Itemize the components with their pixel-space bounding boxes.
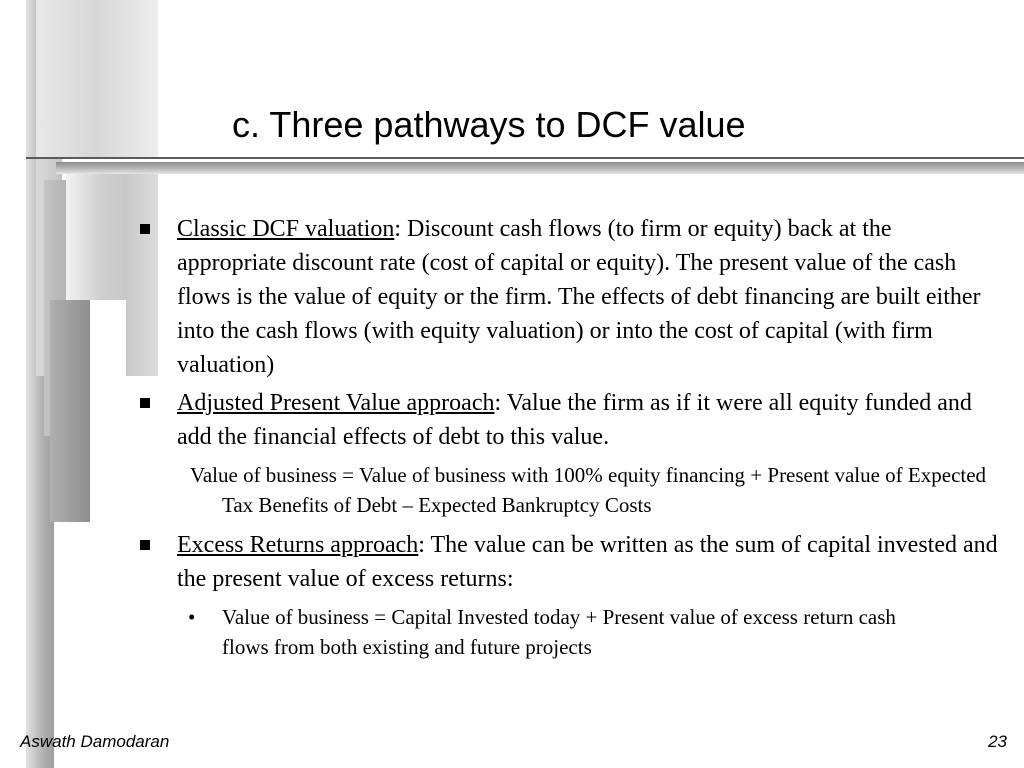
footer-page-number: 23	[988, 732, 1007, 751]
title-shadow-bar	[56, 162, 1024, 174]
bullet-classic-dcf	[140, 212, 1000, 382]
bullet-text: : The value can be written as the sum of capital invested and the present value of excess returns:	[177, 532, 998, 592]
footer-author: Aswath Damodaran	[20, 732, 170, 751]
square-bullet-icon	[140, 398, 150, 408]
bullet-term: Adjusted Present Value approach	[177, 390, 495, 416]
bullet-term: Excess Returns approach	[177, 532, 419, 558]
decorative-bar	[36, 0, 158, 158]
bullet-apv	[140, 386, 1000, 454]
slide-title: c. Three pathways to DCF value	[232, 104, 746, 145]
excess-returns-formula	[140, 602, 937, 662]
square-bullet-icon	[140, 540, 150, 550]
slide-body	[140, 212, 1000, 662]
bullet-text: : Discount cash flows (to firm or equity) back at the appropriate discount rate (cost of capital or equity). The present value of the cash flows is the value of equity or the firm. The effects of debt financing are built either into the cash flows (with equity valuation) or into the cost of capital (with firm valuation)	[177, 216, 981, 378]
bullet-term: Classic DCF valuation	[177, 216, 395, 242]
apv-formula: Value of business = Value of business with 100% equity financing + Present value of Expected Tax Benefits of Debt – Expected Bankruptcy Costs	[190, 463, 987, 517]
bullet-text: : Value the firm as if it were all equity funded and add the financial effects of debt to this value.	[177, 390, 972, 450]
decorative-bar	[50, 300, 90, 522]
decorative-bar	[66, 168, 126, 300]
sub-bullet-text: Value of business = Capital Invested today + Present value of excess return cash flows from both existing and future projects	[222, 605, 896, 659]
square-bullet-icon	[140, 224, 150, 234]
round-bullet-icon: •	[188, 605, 196, 629]
title-divider	[26, 157, 1024, 159]
bullet-excess-returns	[140, 528, 1000, 596]
